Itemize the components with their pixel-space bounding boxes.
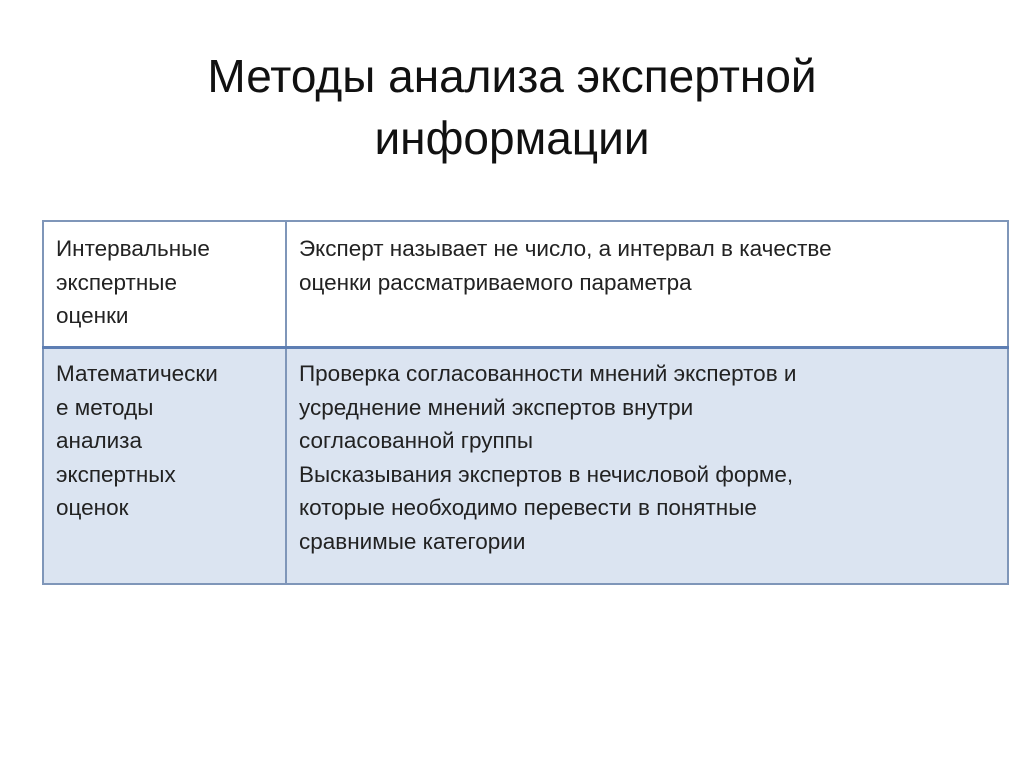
term-cell bbox=[43, 221, 286, 348]
description-cell bbox=[286, 348, 1008, 585]
term-cell bbox=[43, 348, 286, 585]
slide-title-line-1: Методы анализа экспертной bbox=[207, 49, 817, 102]
table-row bbox=[43, 348, 1008, 585]
description-text: согласованной группы bbox=[299, 428, 534, 453]
description-text: усреднение мнений экспертов внутри bbox=[299, 394, 694, 420]
table-row bbox=[43, 221, 1008, 348]
term-text: анализа bbox=[56, 428, 142, 453]
term-text: оценки bbox=[56, 303, 129, 328]
term-text: Математически bbox=[56, 361, 218, 386]
slide-title bbox=[60, 45, 964, 169]
slide-title-line-2: информации bbox=[374, 111, 650, 164]
description-text: сравнимые категории bbox=[299, 528, 526, 554]
term-text: е методы bbox=[56, 394, 154, 420]
description-text: Проверка согласованности мнений экспертов и bbox=[299, 361, 797, 386]
term-text: Интервальные bbox=[56, 236, 210, 261]
description-text: Эксперт называет не число, а интервал в качестве bbox=[299, 236, 832, 261]
description-text: Высказывания экспертов в нечисловой форме, bbox=[299, 461, 794, 487]
term-text: экспертные bbox=[56, 269, 177, 295]
term-text: экспертных bbox=[56, 461, 176, 487]
description-text: оценки рассматриваемого параметра bbox=[299, 269, 692, 295]
description-cell bbox=[286, 221, 1008, 348]
methods-table bbox=[42, 220, 1009, 585]
description-text: которые необходимо перевести в понятные bbox=[299, 495, 757, 520]
term-text: оценок bbox=[56, 495, 129, 520]
